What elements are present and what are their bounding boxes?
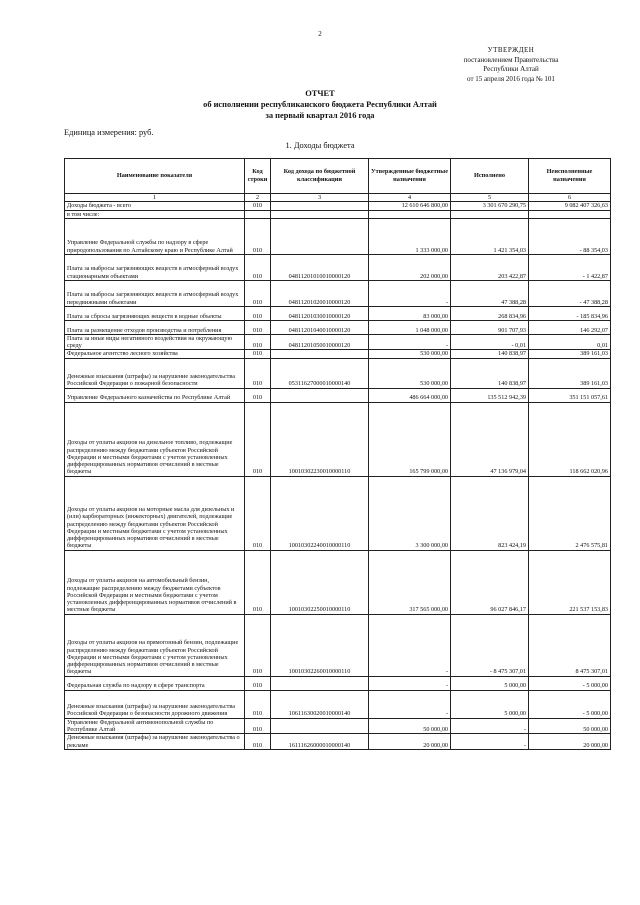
header-unexecuted: Неисполненные назначения bbox=[529, 159, 611, 194]
cell-unexecuted: - 5 000,00 bbox=[529, 690, 611, 718]
cell-code bbox=[271, 218, 369, 254]
cell-code bbox=[271, 676, 369, 690]
cell-name: Федеральное агентство лесного хозяйства bbox=[65, 350, 245, 358]
column-number: 1 bbox=[65, 194, 245, 202]
cell-executed: 47 136 979,04 bbox=[451, 402, 529, 476]
table-row bbox=[65, 690, 611, 718]
cell-executed: 823 424,19 bbox=[451, 476, 529, 550]
cell-code: 16111626000010000140 bbox=[271, 734, 369, 750]
table-row bbox=[65, 476, 611, 550]
cell-line: 010 bbox=[245, 350, 271, 358]
cell-approved bbox=[369, 210, 451, 218]
cell-unexecuted: 2 476 575,81 bbox=[529, 476, 611, 550]
table-row bbox=[65, 676, 611, 690]
table-row bbox=[65, 402, 611, 476]
table-row bbox=[65, 280, 611, 306]
cell-executed: 140 838,97 bbox=[451, 350, 529, 358]
cell-executed: 3 301 670 290,75 bbox=[451, 202, 529, 210]
cell-name: Доходы от уплаты акцизов на моторные масла для дизельных и (или) карбюраторных (инжекторных) двигателей, подлежащие распределению между бюджетами субъектов Российской Федерации и местными бюджетами с учетом установленных дифференцированных нормативов отчислений в местные бюджеты bbox=[65, 476, 245, 550]
cell-line: 010 bbox=[245, 690, 271, 718]
cell-unexecuted: 389 161,03 bbox=[529, 350, 611, 358]
cell-code bbox=[271, 718, 369, 734]
table-row bbox=[65, 210, 611, 218]
cell-approved: - bbox=[369, 280, 451, 306]
header-line-code: Код строки bbox=[245, 159, 271, 194]
cell-line: 010 bbox=[245, 254, 271, 280]
cell-unexecuted: 118 662 020,96 bbox=[529, 402, 611, 476]
cell-approved: 530 000,00 bbox=[369, 358, 451, 388]
cell-line: 010 bbox=[245, 334, 271, 350]
column-number: 6 bbox=[529, 194, 611, 202]
cell-unexecuted: - 5 000,00 bbox=[529, 676, 611, 690]
cell-unexecuted bbox=[529, 210, 611, 218]
section-title: 1. Доходы бюджета bbox=[285, 141, 355, 150]
cell-code: 04811201030010000120 bbox=[271, 306, 369, 320]
table-row bbox=[65, 202, 611, 210]
cell-unexecuted: - 185 834,96 bbox=[529, 306, 611, 320]
table-row bbox=[65, 614, 611, 676]
cell-name: Денежные взыскания (штрафы) за нарушение законодательства о рекламе bbox=[65, 734, 245, 750]
cell-line: 010 bbox=[245, 550, 271, 614]
cell-name: Управление Федеральной антимонопольной службы по Республике Алтай bbox=[65, 718, 245, 734]
table-row bbox=[65, 350, 611, 358]
cell-unexecuted: 9 082 407 326,63 bbox=[529, 202, 611, 210]
cell-executed: 47 388,28 bbox=[451, 280, 529, 306]
cell-name: Денежные взыскания (штрафы) за нарушение законодательства Российской Федерации о пожарной безопасности bbox=[65, 358, 245, 388]
header-name: Наименование показателя bbox=[65, 159, 245, 194]
cell-unexecuted: 389 161,03 bbox=[529, 358, 611, 388]
cell-code: 10010302230010000110 bbox=[271, 402, 369, 476]
cell-code bbox=[271, 210, 369, 218]
cell-executed: 140 838,97 bbox=[451, 358, 529, 388]
report-title bbox=[0, 88, 640, 121]
cell-line: 010 bbox=[245, 280, 271, 306]
cell-name: Доходы бюджета - всего bbox=[65, 202, 245, 210]
table-row bbox=[65, 734, 611, 750]
column-number: 2 bbox=[245, 194, 271, 202]
cell-approved: 12 610 646 800,00 bbox=[369, 202, 451, 210]
cell-unexecuted: 50 000,00 bbox=[529, 718, 611, 734]
cell-executed: - 0,01 bbox=[451, 334, 529, 350]
approval-stamp bbox=[436, 46, 586, 84]
column-number: 4 bbox=[369, 194, 451, 202]
cell-unexecuted: 8 475 307,01 bbox=[529, 614, 611, 676]
cell-line: 010 bbox=[245, 358, 271, 388]
table-row bbox=[65, 306, 611, 320]
table-row bbox=[65, 320, 611, 334]
cell-unexecuted: - 88 354,03 bbox=[529, 218, 611, 254]
cell-line: 010 bbox=[245, 614, 271, 676]
cell-line: 010 bbox=[245, 476, 271, 550]
cell-approved: 50 000,00 bbox=[369, 718, 451, 734]
table-row bbox=[65, 334, 611, 350]
cell-line: 010 bbox=[245, 320, 271, 334]
cell-line: 010 bbox=[245, 718, 271, 734]
cell-approved: 486 664 000,00 bbox=[369, 388, 451, 402]
cell-executed: - 8 475 307,01 bbox=[451, 614, 529, 676]
cell-name: в том числе: bbox=[65, 210, 245, 218]
cell-executed: - bbox=[451, 718, 529, 734]
cell-name: Денежные взыскания (штрафы) за нарушение законодательства Российской Федерации о безопасности дорожного движения bbox=[65, 690, 245, 718]
cell-executed: - bbox=[451, 734, 529, 750]
cell-approved: 20 000,00 bbox=[369, 734, 451, 750]
cell-unexecuted: 221 537 153,83 bbox=[529, 550, 611, 614]
cell-code bbox=[271, 388, 369, 402]
cell-approved: - bbox=[369, 690, 451, 718]
cell-code bbox=[271, 202, 369, 210]
cell-unexecuted: 351 151 057,61 bbox=[529, 388, 611, 402]
table-row bbox=[65, 218, 611, 254]
cell-executed: 5 000,00 bbox=[451, 690, 529, 718]
cell-approved: - bbox=[369, 676, 451, 690]
cell-executed: 5 000,00 bbox=[451, 676, 529, 690]
cell-name: Управление Федеральной службы по надзору в сфере природопользования по Алтайскому краю и Республике Алтай bbox=[65, 218, 245, 254]
cell-approved: 202 000,00 bbox=[369, 254, 451, 280]
column-number: 3 bbox=[271, 194, 369, 202]
cell-approved: 83 000,00 bbox=[369, 306, 451, 320]
revenue-table bbox=[64, 158, 611, 750]
cell-approved: 165 799 000,00 bbox=[369, 402, 451, 476]
cell-code: 04811201050010000120 bbox=[271, 334, 369, 350]
cell-name: Плата за выбросы загрязняющих веществ в атмосферный воздух передвижными объектами bbox=[65, 280, 245, 306]
cell-unexecuted: 0,01 bbox=[529, 334, 611, 350]
cell-line: 010 bbox=[245, 734, 271, 750]
table-row bbox=[65, 254, 611, 280]
cell-approved: 1 048 000,00 bbox=[369, 320, 451, 334]
cell-code bbox=[271, 350, 369, 358]
table-row bbox=[65, 550, 611, 614]
cell-unexecuted: - 1 422,87 bbox=[529, 254, 611, 280]
cell-approved: - bbox=[369, 334, 451, 350]
unit-label: Единица измерения: руб. bbox=[64, 128, 154, 137]
cell-code: 10010302240010000110 bbox=[271, 476, 369, 550]
cell-approved: - bbox=[369, 614, 451, 676]
cell-executed bbox=[451, 210, 529, 218]
table-row bbox=[65, 358, 611, 388]
report-title-line-2: об исполнении республиканского бюджета Республики Алтай bbox=[203, 100, 437, 109]
cell-line: 010 bbox=[245, 402, 271, 476]
cell-line: 010 bbox=[245, 388, 271, 402]
cell-approved: 530 000,00 bbox=[369, 350, 451, 358]
page-number: 2 bbox=[318, 30, 322, 38]
cell-line: 010 bbox=[245, 676, 271, 690]
cell-unexecuted: 20 000,00 bbox=[529, 734, 611, 750]
cell-line bbox=[245, 210, 271, 218]
approval-line-2: постановлением Правительства bbox=[463, 55, 559, 64]
cell-line: 010 bbox=[245, 218, 271, 254]
cell-code: 04811201010010000120 bbox=[271, 254, 369, 280]
cell-name: Управление Федерального казначейства по Республике Алтай bbox=[65, 388, 245, 402]
cell-code: 10010302260010000110 bbox=[271, 614, 369, 676]
cell-unexecuted: - 47 388,28 bbox=[529, 280, 611, 306]
cell-executed: 203 422,87 bbox=[451, 254, 529, 280]
table-row bbox=[65, 718, 611, 734]
column-number-row bbox=[65, 194, 611, 202]
cell-name: Доходы от уплаты акцизов на дизельное топливо, подлежащие распределению между бюджетами субъектов Российской Федерации и местными бюджетами с учетом установленных дифференцированных нормативов отчислений в местные бюджеты bbox=[65, 402, 245, 476]
cell-name: Плата за сбросы загрязняющих веществ в водные объекты bbox=[65, 306, 245, 320]
cell-code: 05311627000010000140 bbox=[271, 358, 369, 388]
cell-line: 010 bbox=[245, 202, 271, 210]
table-row bbox=[65, 388, 611, 402]
cell-code: 10010302250010000110 bbox=[271, 550, 369, 614]
cell-name: Доходы от уплаты акцизов на автомобильный бензин, подлежащие распределению между бюджетами субъектов Российской Федерации и местными бюджетами с учетом установленных дифференцированных нормативов отчислений в местные бюджеты bbox=[65, 550, 245, 614]
cell-approved: 317 565 000,00 bbox=[369, 550, 451, 614]
cell-line: 010 bbox=[245, 306, 271, 320]
cell-executed: 96 027 846,17 bbox=[451, 550, 529, 614]
cell-code: 04811201020010000120 bbox=[271, 280, 369, 306]
report-title-line-1: ОТЧЕТ bbox=[305, 89, 335, 98]
header-executed: Исполнено bbox=[451, 159, 529, 194]
cell-approved: 1 333 000,00 bbox=[369, 218, 451, 254]
approval-line-4: от 15 апреля 2016 года № 101 bbox=[467, 74, 555, 83]
cell-name: Плата за размещение отходов производства и потребления bbox=[65, 320, 245, 334]
approval-line-1: УТВЕРЖДЕН bbox=[487, 46, 535, 54]
column-number: 5 bbox=[451, 194, 529, 202]
header-revenue-code: Код дохода по бюджетной классификации bbox=[271, 159, 369, 194]
cell-name: Плата за выбросы загрязняющих веществ в атмосферный воздух стационарными объектами bbox=[65, 254, 245, 280]
cell-executed: 1 421 354,03 bbox=[451, 218, 529, 254]
cell-approved: 3 300 000,00 bbox=[369, 476, 451, 550]
cell-code: 04811201040010000120 bbox=[271, 320, 369, 334]
header-approved: Утвержденные бюджетные назначения bbox=[369, 159, 451, 194]
cell-code: 10611630020010000140 bbox=[271, 690, 369, 718]
cell-name: Плата за иные виды негативного воздействия на окружающую среду bbox=[65, 334, 245, 350]
cell-executed: 901 707,93 bbox=[451, 320, 529, 334]
cell-unexecuted: 146 292,07 bbox=[529, 320, 611, 334]
approval-line-3: Республики Алтай bbox=[483, 65, 539, 73]
cell-executed: 268 834,96 bbox=[451, 306, 529, 320]
cell-name: Федеральная служба по надзору в сфере транспорта bbox=[65, 676, 245, 690]
report-title-line-3: за первый квартал 2016 года bbox=[265, 111, 375, 120]
cell-name: Доходы от уплаты акцизов на прямогонный бензин, подлежащие распределению между бюджетами субъектов Российской Федерации и местными бюджетами с учетом установленных дифференцированных нормативов отчислений в местные бюджеты bbox=[65, 614, 245, 676]
table-header-row bbox=[65, 159, 611, 194]
cell-executed: 135 512 942,39 bbox=[451, 388, 529, 402]
